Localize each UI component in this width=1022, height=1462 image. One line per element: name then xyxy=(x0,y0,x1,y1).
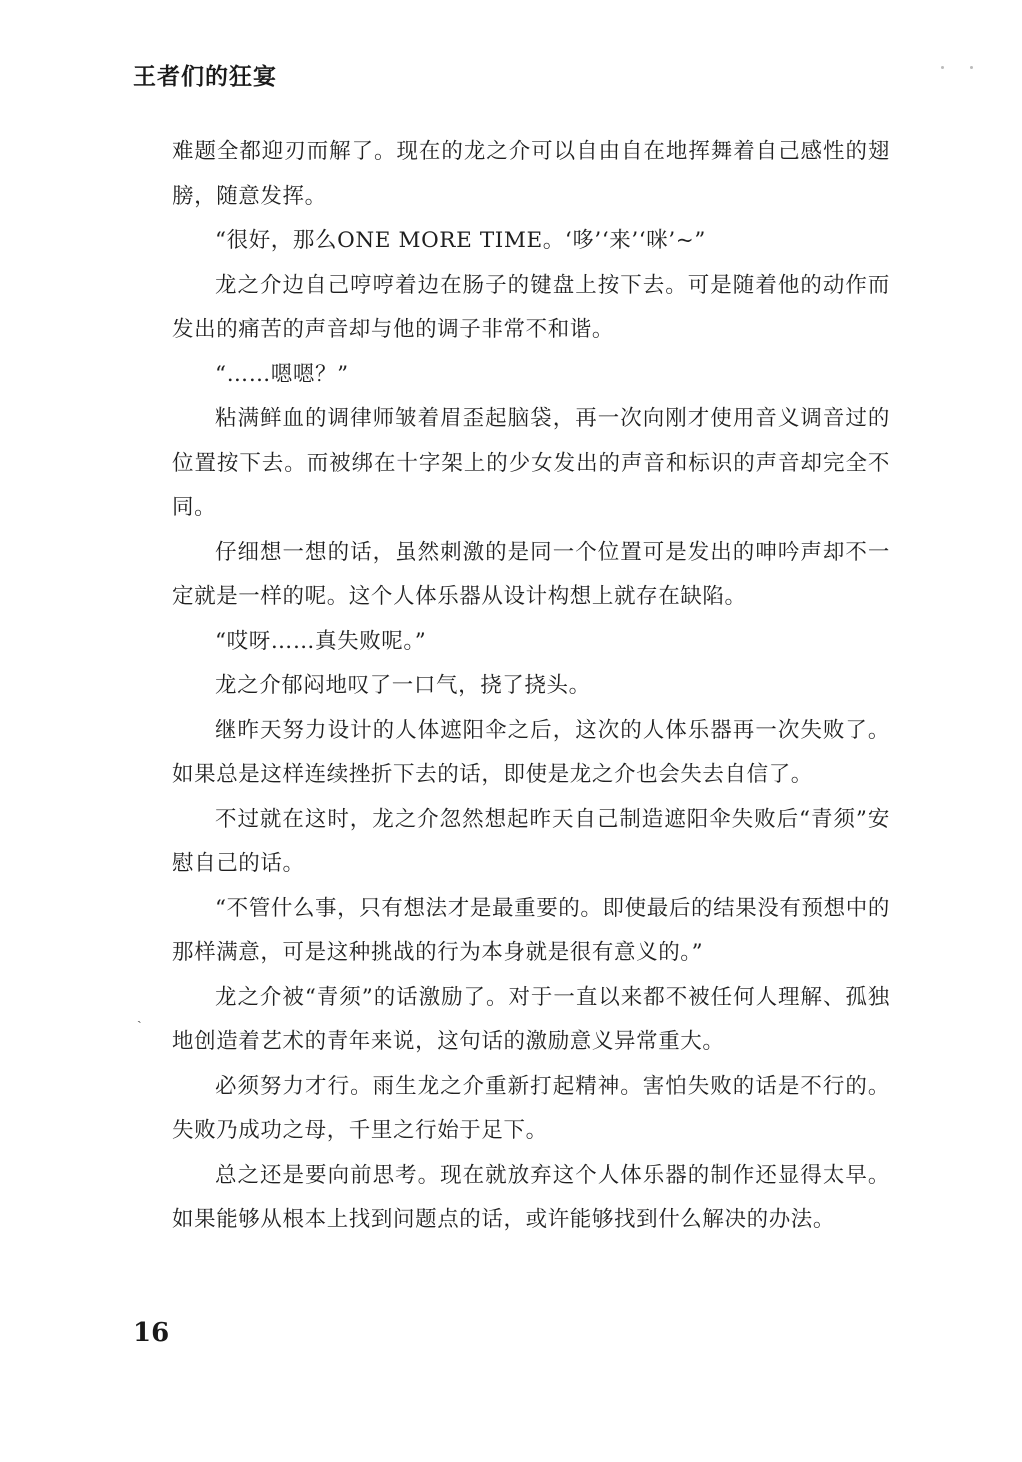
paragraph: “很好，那么ONE MORE TIME。‘哆’‘来’‘咪’~” xyxy=(215,228,706,253)
paragraph: 继昨天努力设计的人体遮阳伞之后，这次的人体乐器再一次失败了。如果总是这样连续挫折下去的话，即使是龙之介也会失去自信了。 xyxy=(172,717,890,787)
paragraph: 总之还是要向前思考。现在就放弃这个人体乐器的制作还显得太早。如果能够从根本上找到问题点的话，或许能够找到什么解决的办法。 xyxy=(172,1162,890,1232)
paragraph: 龙之介被“青须”的话激励了。对于一直以来都不被任何人理解、孤独地创造着艺术的青年来说，这句话的激励意义异常重大。 xyxy=(172,984,890,1054)
paragraph: “……嗯嗯？” xyxy=(215,361,349,387)
running-header-title: 王者们的狂宴 xyxy=(133,63,277,90)
page-number: 16 xyxy=(133,1318,170,1348)
body-text xyxy=(172,130,890,1243)
paragraph: 仔细想一想的话，虽然刺激的是同一个位置可是发出的呻吟声却不一定就是一样的呢。这个人体乐器从设计构想上就存在缺陷。 xyxy=(172,539,890,609)
paragraph: 难题全都迎刃而解了。现在的龙之介可以自由自在地挥舞着自己感性的翅膀，随意发挥。 xyxy=(172,139,890,209)
paragraph: 龙之介郁闷地叹了一口气，挠了挠头。 xyxy=(215,673,591,698)
paragraph: 不过就在这时，龙之介忽然想起昨天自己制造遮阳伞失败后“青须”安慰自己的话。 xyxy=(172,806,890,876)
paragraph: 必须努力才行。雨生龙之介重新打起精神。害怕失败的话是不行的。失败乃成功之母，千里之行始于足下。 xyxy=(172,1073,890,1143)
paragraph: “哎呀……真失败呢。” xyxy=(215,628,427,654)
scan-speck xyxy=(970,66,973,69)
paragraph: “不管什么事，只有想法才是最重要的。即使最后的结果没有预想中的那样满意，可是这种挑战的行为本身就是很有意义的。” xyxy=(172,895,890,965)
scan-speck xyxy=(941,66,944,69)
scan-speck: ˏ xyxy=(137,1008,142,1024)
paragraph: 粘满鲜血的调律师皱着眉歪起脑袋，再一次向刚才使用音义调音过的位置按下去。而被绑在十字架上的少女发出的声音和标识的声音却完全不同。 xyxy=(172,406,890,520)
paragraph: 龙之介边自己哼哼着边在肠子的键盘上按下去。可是随着他的动作而发出的痛苦的声音却与他的调子非常不和谐。 xyxy=(172,272,890,342)
